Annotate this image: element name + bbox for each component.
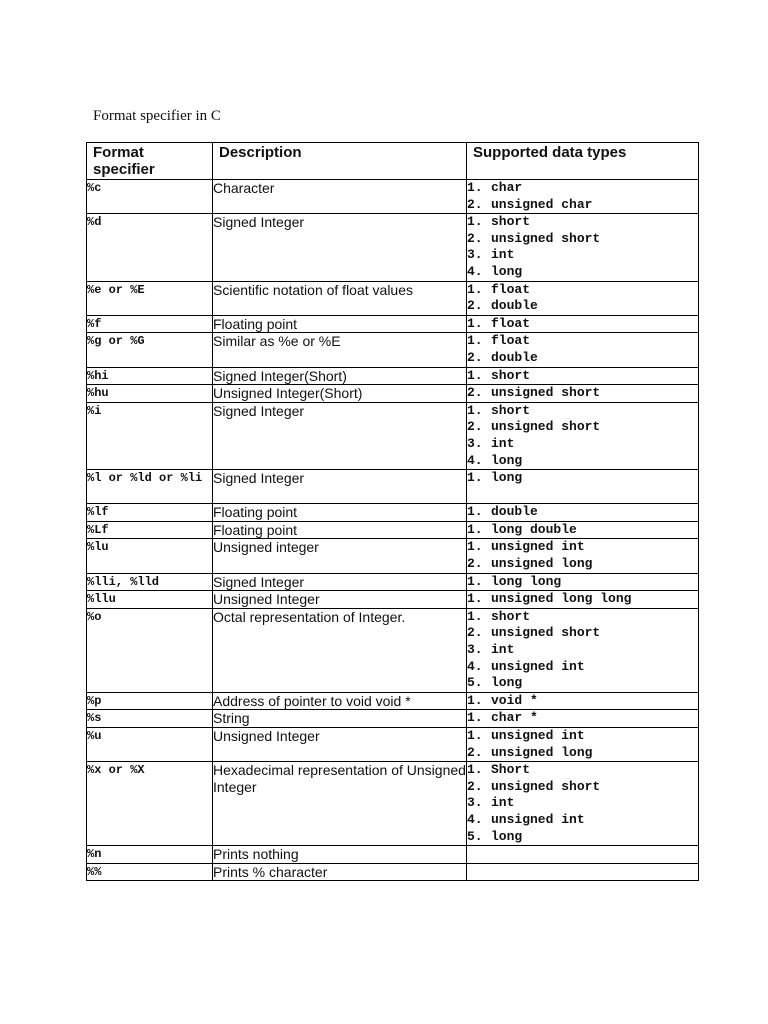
data-type-name: float xyxy=(491,333,531,349)
list-number: 2. xyxy=(467,625,483,641)
data-type-name: unsigned short xyxy=(491,385,601,401)
format-specifier-cell: %lli, %lld xyxy=(87,573,213,591)
table-row xyxy=(87,402,699,469)
table-row xyxy=(87,710,699,728)
data-type-item xyxy=(467,556,698,573)
table-row xyxy=(87,470,699,504)
data-type-name: long xyxy=(491,263,523,279)
data-type-name: double xyxy=(491,504,538,520)
data-type-name: long xyxy=(491,675,523,691)
description-cell: Prints nothing xyxy=(213,846,467,864)
data-type-item xyxy=(467,197,698,214)
data-type-item xyxy=(467,282,698,299)
data-type-name: unsigned int xyxy=(491,658,585,674)
data-type-name: unsigned long long xyxy=(491,591,632,607)
data-type-name: unsigned short xyxy=(491,419,601,435)
table-row xyxy=(87,573,699,591)
table-row xyxy=(87,333,699,367)
data-type-name: long xyxy=(491,828,523,844)
format-specifier-cell: %hu xyxy=(87,385,213,403)
data-type-name: long double xyxy=(491,521,577,537)
format-specifier-cell: %lu xyxy=(87,539,213,573)
table-row xyxy=(87,315,699,333)
list-number: 4. xyxy=(467,658,483,674)
list-number: 3. xyxy=(467,247,483,263)
description-cell: Floating point xyxy=(213,521,467,539)
data-type-name: double xyxy=(491,298,538,314)
data-type-name: void * xyxy=(491,692,538,708)
data-type-name: float xyxy=(491,281,531,297)
data-type-name: unsigned int xyxy=(491,539,585,555)
list-number: 4. xyxy=(467,263,483,279)
data-type-name: int xyxy=(491,247,515,263)
table-row xyxy=(87,539,699,573)
data-type-name: unsigned short xyxy=(491,625,601,641)
format-specifier-cell: %g or %G xyxy=(87,333,213,367)
data-type-name: long xyxy=(491,452,523,468)
supported-types-cell xyxy=(467,402,699,469)
list-number: 1. xyxy=(467,504,483,520)
list-number: 1. xyxy=(467,315,483,331)
supported-types-cell xyxy=(467,591,699,609)
list-number: 3. xyxy=(467,642,483,658)
description-cell: Address of pointer to void void * xyxy=(213,692,467,710)
data-type-item xyxy=(467,298,698,315)
supported-types-cell xyxy=(467,521,699,539)
data-type-item xyxy=(467,779,698,796)
data-type-item xyxy=(467,710,698,727)
supported-types-cell xyxy=(467,692,699,710)
table-row xyxy=(87,385,699,403)
data-type-item xyxy=(467,403,698,420)
data-type-name: int xyxy=(491,795,515,811)
data-type-item xyxy=(467,762,698,779)
list-number: 1. xyxy=(467,728,483,743)
data-type-item xyxy=(467,693,698,710)
list-number: 2. xyxy=(467,196,483,212)
data-type-item xyxy=(467,231,698,248)
list-number: 1. xyxy=(467,214,483,230)
supported-types-cell xyxy=(467,728,699,762)
list-number: 2. xyxy=(467,556,483,572)
list-number: 1. xyxy=(467,470,483,486)
description-cell: Floating point xyxy=(213,315,467,333)
data-type-item xyxy=(467,522,698,539)
data-type-name: long xyxy=(491,470,523,486)
data-type-name: unsigned long xyxy=(491,744,593,760)
list-number: 1. xyxy=(467,591,483,607)
data-type-name: Short xyxy=(491,762,531,778)
data-type-name: short xyxy=(491,608,531,624)
supported-types-cell xyxy=(467,470,699,504)
supported-types-cell xyxy=(467,762,699,846)
format-specifier-cell: %s xyxy=(87,710,213,728)
list-number: 1. xyxy=(467,710,483,726)
table-row xyxy=(87,863,699,881)
description-cell: Floating point xyxy=(213,504,467,522)
format-specifier-table xyxy=(86,142,699,881)
list-number: 1. xyxy=(467,692,483,708)
list-number: 2. xyxy=(467,419,483,435)
table-row xyxy=(87,521,699,539)
list-number: 2. xyxy=(467,744,483,760)
table-row xyxy=(87,504,699,522)
data-type-name: int xyxy=(491,642,515,658)
data-type-item xyxy=(467,247,698,264)
data-type-item xyxy=(467,812,698,829)
data-type-item xyxy=(467,180,698,197)
list-number: 2. xyxy=(467,349,483,365)
data-type-item xyxy=(467,316,698,333)
data-type-item xyxy=(467,470,698,487)
supported-types-cell xyxy=(467,539,699,573)
data-type-name: unsigned short xyxy=(491,230,601,246)
list-number: 3. xyxy=(467,795,483,811)
document-title: Format specifier in C xyxy=(93,108,221,124)
list-number: 3. xyxy=(467,435,483,451)
header-supported-types: Supported data types xyxy=(467,143,699,180)
table-row xyxy=(87,608,699,692)
supported-types-cell xyxy=(467,367,699,385)
data-type-item xyxy=(467,264,698,281)
description-cell: Prints % character xyxy=(213,863,467,881)
supported-types-cell xyxy=(467,608,699,692)
data-type-name: float xyxy=(491,315,531,331)
supported-types-cell xyxy=(467,710,699,728)
list-number: 2. xyxy=(467,385,483,401)
data-type-name: unsigned char xyxy=(491,196,593,212)
list-number: 1. xyxy=(467,521,483,537)
data-type-name: int xyxy=(491,435,515,451)
description-cell: Signed Integer xyxy=(213,214,467,281)
description-cell: Signed Integer xyxy=(213,573,467,591)
data-type-item xyxy=(467,642,698,659)
data-type-item xyxy=(467,368,698,385)
data-type-item xyxy=(467,829,698,846)
description-cell: Signed Integer(Short) xyxy=(213,367,467,385)
data-type-item xyxy=(467,333,698,350)
format-specifier-cell: %f xyxy=(87,315,213,333)
supported-types-cell xyxy=(467,180,699,214)
table-row xyxy=(87,214,699,281)
format-specifier-cell: %l or %ld or %li xyxy=(87,470,213,504)
description-cell: Unsigned Integer(Short) xyxy=(213,385,467,403)
data-type-item xyxy=(467,745,698,762)
data-type-name: double xyxy=(491,349,538,365)
table-body xyxy=(87,180,699,881)
table-header-row xyxy=(87,143,699,180)
description-cell: Unsigned Integer xyxy=(213,591,467,609)
supported-types-cell xyxy=(467,385,699,403)
list-number: 4. xyxy=(467,452,483,468)
description-cell: Similar as %e or %E xyxy=(213,333,467,367)
data-type-item xyxy=(467,385,698,402)
list-number: 1. xyxy=(467,367,483,383)
description-cell: Hexadecimal representation of Unsigned Integer xyxy=(213,762,467,846)
data-type-name: char xyxy=(491,180,523,195)
list-number: 1. xyxy=(467,762,483,778)
list-number: 1. xyxy=(467,608,483,624)
data-type-item xyxy=(467,659,698,676)
table-row xyxy=(87,591,699,609)
header-format-specifier: Format specifier xyxy=(87,143,213,180)
table-row xyxy=(87,762,699,846)
table-row xyxy=(87,367,699,385)
data-type-item xyxy=(467,675,698,692)
data-type-item xyxy=(467,436,698,453)
header-description: Description xyxy=(213,143,467,180)
list-number: 1. xyxy=(467,333,483,349)
format-specifier-cell: %u xyxy=(87,728,213,762)
data-type-item xyxy=(467,214,698,231)
data-type-name: unsigned short xyxy=(491,778,601,794)
list-number: 1. xyxy=(467,573,483,589)
format-specifier-cell: %hi xyxy=(87,367,213,385)
format-specifier-cell: %llu xyxy=(87,591,213,609)
list-number: 5. xyxy=(467,828,483,844)
supported-types-cell xyxy=(467,214,699,281)
data-type-item xyxy=(467,574,698,591)
format-specifier-cell: %n xyxy=(87,846,213,864)
data-type-item xyxy=(467,350,698,367)
list-number: 1. xyxy=(467,180,483,195)
data-type-item xyxy=(467,539,698,556)
description-cell: Character xyxy=(213,180,467,214)
format-specifier-cell: %p xyxy=(87,692,213,710)
format-specifier-cell: %lf xyxy=(87,504,213,522)
format-specifier-cell: %d xyxy=(87,214,213,281)
description-cell: Octal representation of Integer. xyxy=(213,608,467,692)
description-cell: Unsigned integer xyxy=(213,539,467,573)
table-row xyxy=(87,728,699,762)
list-number: 2. xyxy=(467,778,483,794)
format-specifier-cell: %c xyxy=(87,180,213,214)
data-type-name: unsigned long xyxy=(491,556,593,572)
list-number: 2. xyxy=(467,298,483,314)
data-type-name: unsigned int xyxy=(491,811,585,827)
data-type-item xyxy=(467,625,698,642)
data-type-name: short xyxy=(491,214,531,230)
list-number: 2. xyxy=(467,230,483,246)
list-number: 1. xyxy=(467,539,483,555)
description-cell: Signed Integer xyxy=(213,470,467,504)
description-cell: String xyxy=(213,710,467,728)
data-type-item xyxy=(467,728,698,745)
format-specifier-cell: %i xyxy=(87,402,213,469)
data-type-item xyxy=(467,591,698,608)
format-specifier-cell: %e or %E xyxy=(87,281,213,315)
data-type-item xyxy=(467,609,698,626)
data-type-item xyxy=(467,504,698,521)
supported-types-cell xyxy=(467,846,699,864)
data-type-item xyxy=(467,795,698,812)
data-type-name: short xyxy=(491,402,531,418)
supported-types-cell xyxy=(467,504,699,522)
supported-types-cell xyxy=(467,573,699,591)
table-row xyxy=(87,846,699,864)
list-number: 1. xyxy=(467,402,483,418)
description-cell: Signed Integer xyxy=(213,402,467,469)
list-number: 5. xyxy=(467,675,483,691)
data-type-item xyxy=(467,453,698,470)
table-row xyxy=(87,180,699,214)
data-type-item xyxy=(467,419,698,436)
data-type-name: short xyxy=(491,367,531,383)
table-row xyxy=(87,281,699,315)
format-specifier-cell: %x or %X xyxy=(87,762,213,846)
supported-types-cell xyxy=(467,281,699,315)
data-type-name: unsigned int xyxy=(491,728,585,743)
data-type-name: char * xyxy=(491,710,538,726)
data-type-name: long long xyxy=(491,573,562,589)
supported-types-cell xyxy=(467,315,699,333)
format-specifier-cell: %o xyxy=(87,608,213,692)
description-cell: Unsigned Integer xyxy=(213,728,467,762)
table-row xyxy=(87,692,699,710)
format-specifier-cell: %% xyxy=(87,863,213,881)
list-number: 1. xyxy=(467,281,483,297)
supported-types-cell xyxy=(467,863,699,881)
format-specifier-cell: %Lf xyxy=(87,521,213,539)
list-number: 4. xyxy=(467,811,483,827)
supported-types-cell xyxy=(467,333,699,367)
description-cell: Scientific notation of float values xyxy=(213,281,467,315)
